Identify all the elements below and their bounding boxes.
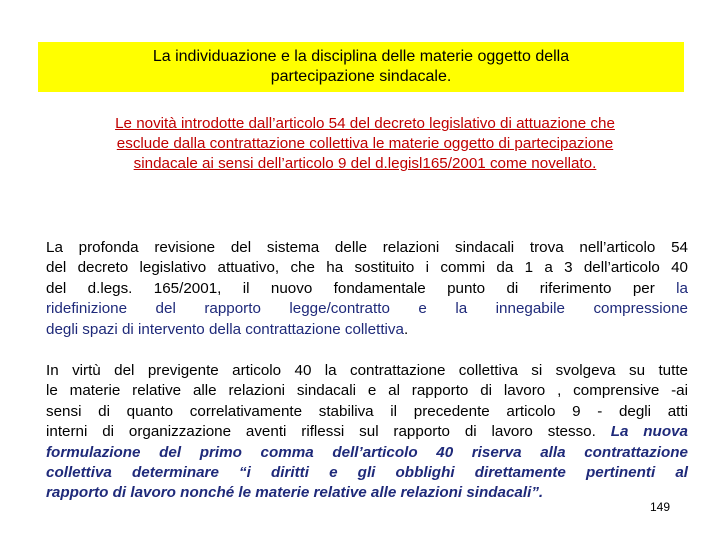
p1-line-5 xyxy=(46,320,688,340)
p1-line-1: La profonda revisione del sistema delle relazioni sindacali trova nell’articolo 54 xyxy=(46,239,688,256)
p2-line-7: rapporto di lavoro nonché le materie relative alle relazioni sindacali”. xyxy=(46,484,544,502)
intro-line-2: esclude dalla contrattazione collettiva le materie oggetto di partecipazione xyxy=(116,135,614,152)
page-number: 149 xyxy=(650,500,671,514)
p1-line-5-emphasis: degli spazi di intervento della contrattazione collettiva xyxy=(46,320,404,338)
paragraph-1 xyxy=(46,238,688,340)
p2-line-6: collettiva determinare “i diritti e gli obblighi direttamente pertinenti al xyxy=(46,464,688,482)
p1-line-3-text: del d.legs. 165/2001, il nuovo fondamentale punto di riferimento per xyxy=(46,279,677,297)
intro-line-3: sindacale ai sensi dell’articolo 9 del d.legisl165/2001 come novellato. xyxy=(133,155,597,172)
intro-statement xyxy=(58,114,672,174)
title-line-2: partecipazione sindacale. xyxy=(270,68,452,85)
p2-line-3: sensi di quanto correlativamente stabiliva il precedente articolo 9 - degli atti xyxy=(46,402,688,420)
title-line-1: La individuazione e la disciplina delle materie oggetto della xyxy=(152,48,570,65)
p2-line-5: formulazione del primo comma dell’articolo 40 riserva alla contrattazione xyxy=(46,443,688,461)
p1-line-5-end: . xyxy=(403,320,409,338)
p2-line-4-emphasis: La nuova xyxy=(610,423,689,441)
intro-line-1: Le novità introdotte dall’articolo 54 del decreto legislativo di attuazione che xyxy=(115,115,615,132)
p1-line-3-emphasis: la xyxy=(676,279,688,297)
slide-title xyxy=(38,42,684,92)
p1-line-4: ridefinizione del rapporto legge/contratto e la innegabile compressione xyxy=(46,300,688,318)
p2-line-4 xyxy=(46,422,688,442)
p1-line-3 xyxy=(46,279,688,299)
p1-line-2: del decreto legislativo attuativo, che ha sostituito i commi da 1 a 3 dell’articolo 40 xyxy=(46,259,688,277)
paragraph-2 xyxy=(46,361,688,504)
p2-line-1: In virtù del previgente articolo 40 la contrattazione collettiva si svolgeva su tutte xyxy=(46,362,688,379)
p2-line-4-text: interni di organizzazione aventi riflessi sul rapporto di lavoro stesso. xyxy=(46,423,611,441)
p2-line-2: le materie relative alle relazioni sindacali e al rapporto di lavoro , comprensive -ai xyxy=(46,382,688,400)
